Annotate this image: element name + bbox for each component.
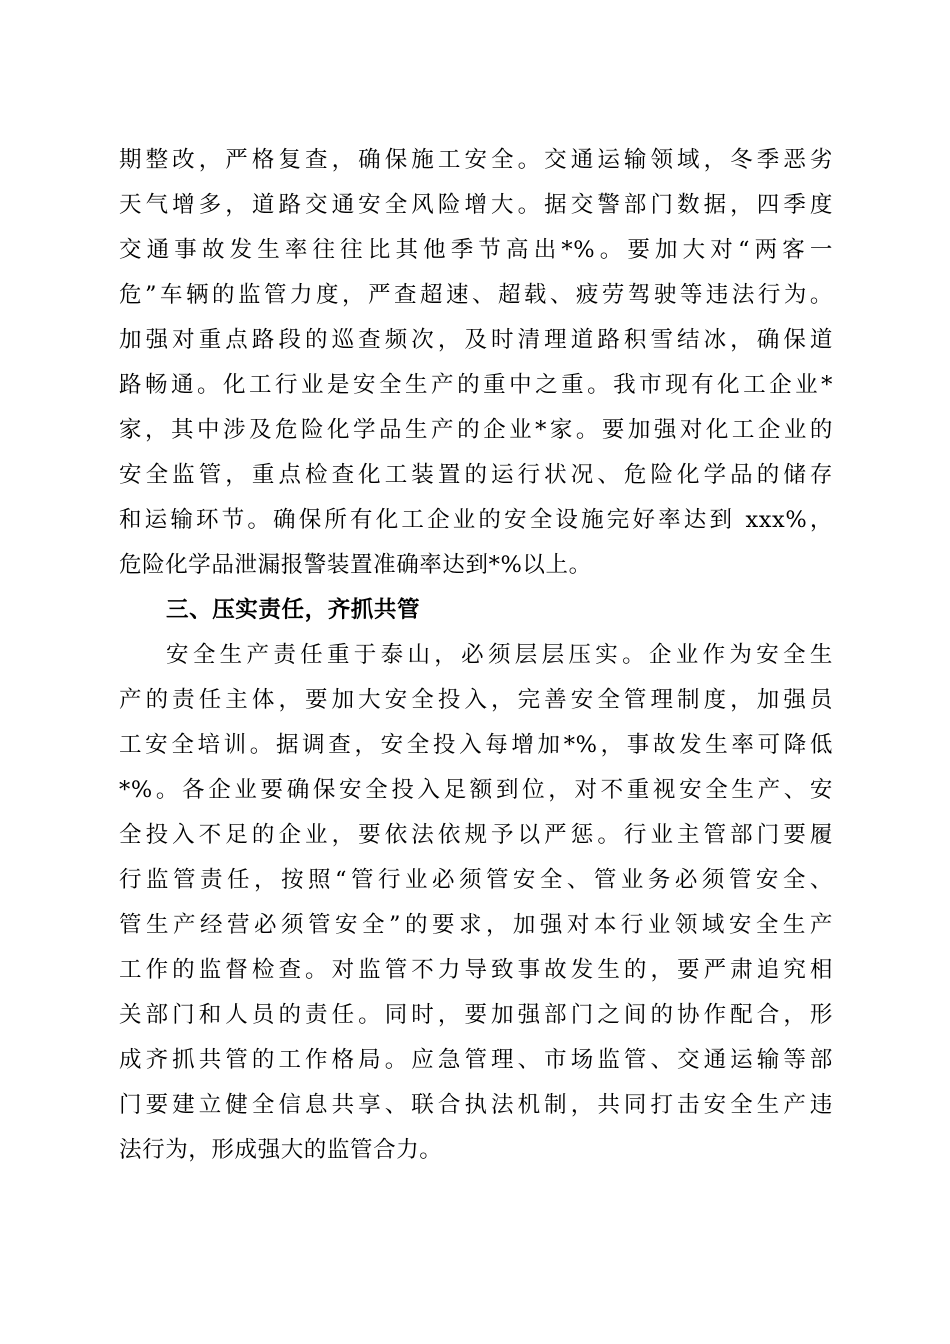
document-body [119, 138, 833, 1173]
text-line: 行监管责任，按照“管行业必须管安全、管业务必须管安全、 [119, 867, 833, 893]
text-line: 期整改，严格复查，确保施工安全。交通运输领域，冬季恶劣 [119, 147, 833, 173]
text-line: 关部门和人员的责任。同时，要加强部门之间的协作配合，形 [119, 1002, 833, 1028]
text-line: *%。各企业要确保安全投入足额到位，对不重视安全生产、安 [119, 777, 833, 803]
text-line: 加强对重点路段的巡查频次，及时清理道路积雪结冰，确保道 [119, 327, 833, 353]
text-line: 危险化学品泄漏报警装置准确率达到*%以上。 [119, 552, 592, 578]
text-line: 安全生产责任重于泰山，必须层层压实。企业作为安全生 [166, 642, 833, 668]
text-line: 交通事故发生率往往比其他季节高出*%。要加大对“两客一 [119, 237, 833, 263]
paragraph-continuation [119, 138, 833, 588]
text-line: 安全监管，重点检查化工装置的运行状况、危险化学品的储存 [119, 462, 833, 488]
section-paragraph [119, 633, 833, 1173]
text-line: 管生产经营必须管安全”的要求，加强对本行业领域安全生产 [119, 912, 833, 938]
section-heading: 三、压实责任，齐抓共管 [166, 597, 421, 623]
text-line: 路畅通。化工行业是安全生产的重中之重。我市现有化工企业* [119, 372, 833, 398]
text-line: 产的责任主体，要加大安全投入，完善安全管理制度，加强员 [119, 687, 833, 713]
text-line: 成齐抓共管的工作格局。应急管理、市场监管、交通运输等部 [119, 1047, 833, 1073]
text-line: 天气增多，道路交通安全风险增大。据交警部门数据，四季度 [119, 192, 833, 218]
text-line: 危”车辆的监管力度，严查超速、超载、疲劳驾驶等违法行为。 [119, 282, 833, 308]
text-line: 门要建立健全信息共享、联合执法机制，共同打击安全生产违 [119, 1092, 833, 1118]
text-line: 和运输环节。确保所有化工企业的安全设施完好率达到 xxx%， [119, 507, 833, 533]
text-line: 法行为，形成强大的监管合力。 [119, 1137, 443, 1163]
text-line: 工作的监督检查。对监管不力导致事故发生的，要严肃追究相 [119, 957, 833, 983]
text-line: 全投入不足的企业，要依法依规予以严惩。行业主管部门要履 [119, 822, 833, 848]
text-line: 工安全培训。据调查，安全投入每增加*%，事故发生率可降低 [119, 732, 833, 758]
text-line: 家，其中涉及危险化学品生产的企业*家。要加强对化工企业的 [119, 417, 833, 443]
